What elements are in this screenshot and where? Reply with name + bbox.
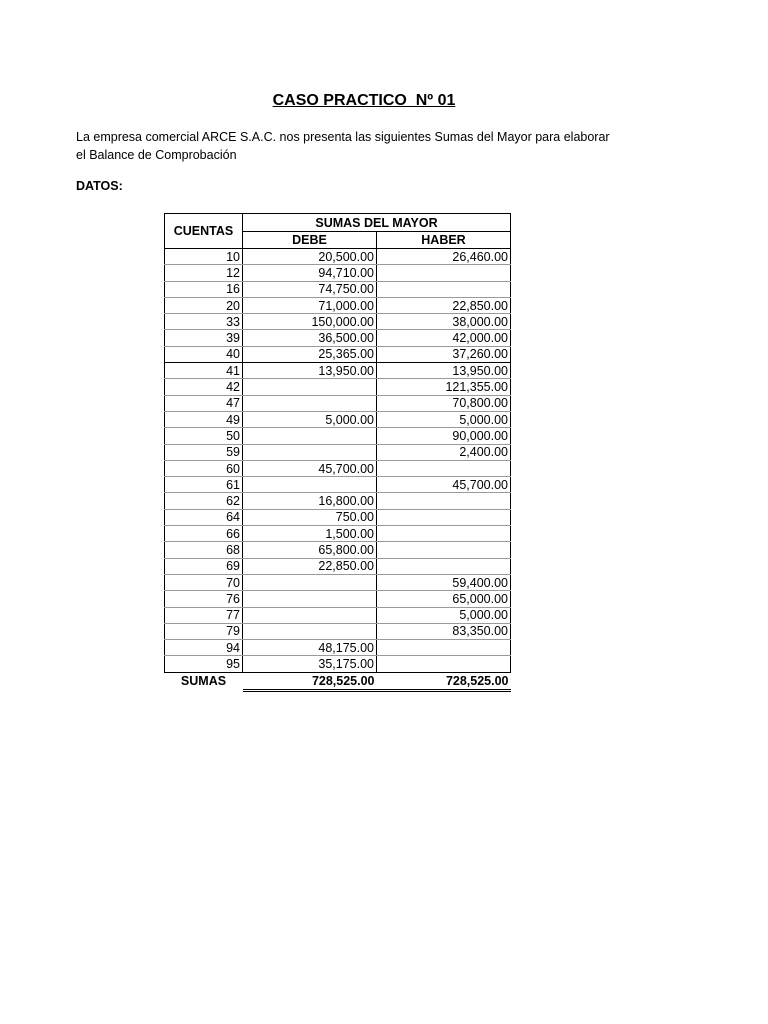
cell-debe <box>243 591 377 607</box>
cell-haber <box>377 526 511 542</box>
cell-cuenta: 62 <box>165 493 243 509</box>
cell-cuenta: 76 <box>165 591 243 607</box>
cell-haber: 5,000.00 <box>377 411 511 427</box>
cell-debe: 74,750.00 <box>243 281 377 297</box>
cell-haber <box>377 281 511 297</box>
cell-cuenta: 42 <box>165 379 243 395</box>
cell-cuenta: 12 <box>165 265 243 281</box>
cell-haber <box>377 558 511 574</box>
table-row <box>165 574 511 590</box>
table-row <box>165 281 511 297</box>
cell-debe: 22,850.00 <box>243 558 377 574</box>
cell-haber <box>377 542 511 558</box>
cell-cuenta: 50 <box>165 428 243 444</box>
cell-cuenta: 66 <box>165 526 243 542</box>
cell-debe <box>243 444 377 460</box>
cell-haber: 2,400.00 <box>377 444 511 460</box>
cell-haber: 83,350.00 <box>377 623 511 639</box>
column-header-haber: HABER <box>377 232 511 249</box>
cell-haber: 26,460.00 <box>377 249 511 265</box>
cell-debe: 94,710.00 <box>243 265 377 281</box>
cell-haber: 121,355.00 <box>377 379 511 395</box>
cell-cuenta: 69 <box>165 558 243 574</box>
table-row <box>165 591 511 607</box>
table-row <box>165 526 511 542</box>
table-row <box>165 314 511 330</box>
table-row <box>165 346 511 362</box>
table-row <box>165 623 511 639</box>
column-header-cuentas: CUENTAS <box>165 214 243 249</box>
cell-haber <box>377 460 511 476</box>
cell-debe: 13,950.00 <box>243 363 377 379</box>
table-body <box>165 249 511 673</box>
cell-debe <box>243 574 377 590</box>
cell-debe <box>243 607 377 623</box>
table-row <box>165 297 511 313</box>
cell-cuenta: 68 <box>165 542 243 558</box>
cell-cuenta: 61 <box>165 477 243 493</box>
cell-debe: 5,000.00 <box>243 411 377 427</box>
cell-debe <box>243 477 377 493</box>
cell-cuenta: 77 <box>165 607 243 623</box>
cell-cuenta: 41 <box>165 363 243 379</box>
table-row <box>165 265 511 281</box>
cell-cuenta: 95 <box>165 656 243 672</box>
cell-haber <box>377 656 511 672</box>
cell-haber: 65,000.00 <box>377 591 511 607</box>
table-row <box>165 558 511 574</box>
cell-cuenta: 79 <box>165 623 243 639</box>
datos-label: DATOS: <box>76 179 123 193</box>
cell-haber: 42,000.00 <box>377 330 511 346</box>
table-row <box>165 444 511 460</box>
table-row <box>165 640 511 656</box>
cell-haber: 70,800.00 <box>377 395 511 411</box>
cell-haber: 5,000.00 <box>377 607 511 623</box>
totals-label: SUMAS <box>180 674 227 689</box>
table-row <box>165 249 511 265</box>
cell-cuenta: 47 <box>165 395 243 411</box>
cell-debe: 20,500.00 <box>243 249 377 265</box>
sumas-del-mayor-table <box>164 213 511 692</box>
cell-cuenta: 64 <box>165 509 243 525</box>
cell-cuenta: 16 <box>165 281 243 297</box>
table-row <box>165 509 511 525</box>
cell-cuenta: 20 <box>165 297 243 313</box>
intro-paragraph <box>76 128 696 164</box>
cell-debe <box>243 623 377 639</box>
table-row <box>165 411 511 427</box>
cell-debe: 48,175.00 <box>243 640 377 656</box>
table-row <box>165 379 511 395</box>
table-row <box>165 493 511 509</box>
cell-haber <box>377 265 511 281</box>
table-row <box>165 395 511 411</box>
cell-haber <box>377 493 511 509</box>
table-row <box>165 428 511 444</box>
total-haber: 728,525.00 <box>377 672 511 690</box>
cell-haber <box>377 509 511 525</box>
totals-row <box>165 672 511 690</box>
cell-haber: 59,400.00 <box>377 574 511 590</box>
total-debe: 728,525.00 <box>243 672 377 690</box>
intro-line-1: La empresa comercial ARCE S.A.C. nos presenta las siguientes Sumas del Mayor para elaborar <box>76 130 610 144</box>
cell-debe: 150,000.00 <box>243 314 377 330</box>
cell-debe <box>243 428 377 444</box>
cell-debe: 45,700.00 <box>243 460 377 476</box>
cell-haber: 13,950.00 <box>377 363 511 379</box>
cell-debe: 35,175.00 <box>243 656 377 672</box>
cell-haber: 37,260.00 <box>377 346 511 362</box>
cell-debe: 65,800.00 <box>243 542 377 558</box>
cell-haber: 45,700.00 <box>377 477 511 493</box>
table-row <box>165 607 511 623</box>
cell-cuenta: 59 <box>165 444 243 460</box>
table-row <box>165 363 511 379</box>
column-header-debe: DEBE <box>243 232 377 249</box>
cell-cuenta: 94 <box>165 640 243 656</box>
cell-debe: 25,365.00 <box>243 346 377 362</box>
cell-debe: 71,000.00 <box>243 297 377 313</box>
table-row <box>165 542 511 558</box>
cell-debe: 1,500.00 <box>243 526 377 542</box>
cell-debe: 16,800.00 <box>243 493 377 509</box>
cell-cuenta: 40 <box>165 346 243 362</box>
cell-haber: 22,850.00 <box>377 297 511 313</box>
cell-debe: 36,500.00 <box>243 330 377 346</box>
cell-debe: 750.00 <box>243 509 377 525</box>
cell-debe <box>243 395 377 411</box>
table-row <box>165 330 511 346</box>
group-header-sumas-del-mayor: SUMAS DEL MAYOR <box>243 214 511 232</box>
cell-haber: 90,000.00 <box>377 428 511 444</box>
cell-cuenta: 70 <box>165 574 243 590</box>
intro-line-2: el Balance de Comprobación <box>76 148 237 162</box>
cell-cuenta: 33 <box>165 314 243 330</box>
table-row <box>165 656 511 672</box>
page-title: CASO PRACTICO Nº 01 <box>272 92 456 109</box>
cell-debe <box>243 379 377 395</box>
cell-cuenta: 60 <box>165 460 243 476</box>
cell-cuenta: 39 <box>165 330 243 346</box>
cell-haber: 38,000.00 <box>377 314 511 330</box>
table-row <box>165 460 511 476</box>
cell-haber <box>377 640 511 656</box>
table-row <box>165 477 511 493</box>
cell-cuenta: 10 <box>165 249 243 265</box>
cell-cuenta: 49 <box>165 411 243 427</box>
